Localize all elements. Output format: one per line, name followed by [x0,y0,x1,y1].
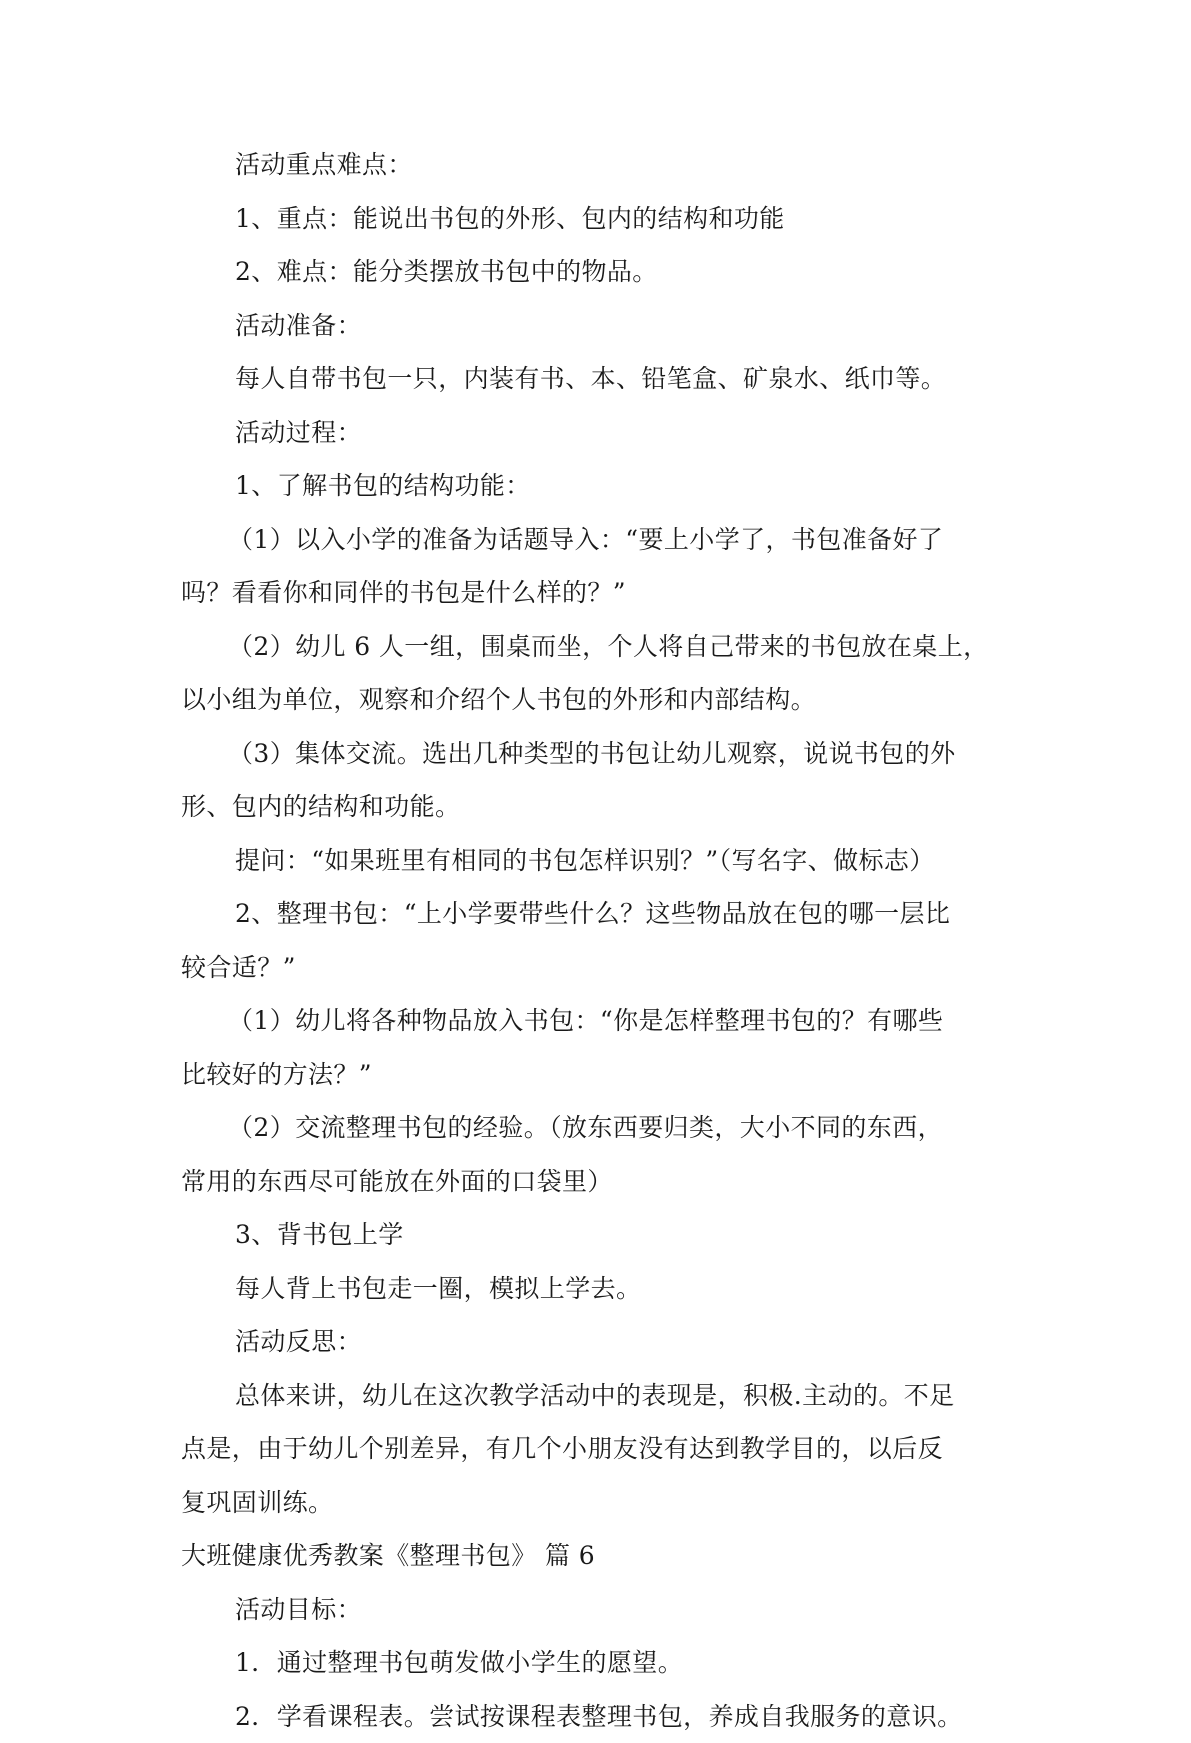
paragraph-line: 提问：“如果班里有相同的书包怎样识别？”（写名字、做标志） [181,834,1021,888]
document-body [181,138,1021,1743]
section-heading-preparation: 活动准备： [181,299,1021,353]
paragraph-line: 吗？看看你和同伴的书包是什么样的？” [181,566,1021,620]
paragraph-line: 复巩固训练。 [181,1476,1021,1530]
paragraph-line: 形、包内的结构和功能。 [181,780,1021,834]
list-item: 1、了解书包的结构功能： [181,459,1021,513]
list-item: 2、难点：能分类摆放书包中的物品。 [181,245,1021,299]
paragraph-line: （2）幼儿 6 人一组，围桌而坐，个人将自己带来的书包放在桌上， [181,620,1021,674]
paragraph-line: 点是，由于幼儿个别差异，有几个小朋友没有达到教学目的，以后反 [181,1422,1021,1476]
paragraph-line: （1）幼儿将各种物品放入书包：“你是怎样整理书包的？有哪些 [181,994,1021,1048]
list-item: 1、重点：能说出书包的外形、包内的结构和功能 [181,192,1021,246]
paragraph-line: 常用的东西尽可能放在外面的口袋里） [181,1155,1021,1209]
paragraph-line: 比较好的方法？” [181,1048,1021,1102]
paragraph-line: 以小组为单位，观察和介绍个人书包的外形和内部结构。 [181,673,1021,727]
list-item: 2．学看课程表。尝试按课程表整理书包，养成自我服务的意识。 [181,1690,1021,1743]
paragraph-line: （1）以入小学的准备为话题导入：“要上小学了，书包准备好了 [181,513,1021,567]
section-heading-key-points: 活动重点难点： [181,138,1021,192]
list-item: 1．通过整理书包萌发做小学生的愿望。 [181,1636,1021,1690]
paragraph-line: （2）交流整理书包的经验。（放东西要归类，大小不同的东西， [181,1101,1021,1155]
section-heading-process: 活动过程： [181,406,1021,460]
paragraph-line: 总体来讲，幼儿在这次教学活动中的表现是，积极.主动的。不足 [181,1369,1021,1423]
list-item: 3、背书包上学 [181,1208,1021,1262]
section-heading-reflection: 活动反思： [181,1315,1021,1369]
paragraph-line: 较合适？” [181,941,1021,995]
section-heading-goals: 活动目标： [181,1583,1021,1637]
lesson-title: 大班健康优秀教案《整理书包》 篇 6 [181,1529,1021,1583]
paragraph-line: 每人自带书包一只，内装有书、本、铅笔盒、矿泉水、纸巾等。 [181,352,1021,406]
paragraph-line: （3）集体交流。选出几种类型的书包让幼儿观察，说说书包的外 [181,727,1021,781]
paragraph-line: 每人背上书包走一圈，模拟上学去。 [181,1262,1021,1316]
list-item: 2、整理书包：“上小学要带些什么？这些物品放在包的哪一层比 [181,887,1021,941]
